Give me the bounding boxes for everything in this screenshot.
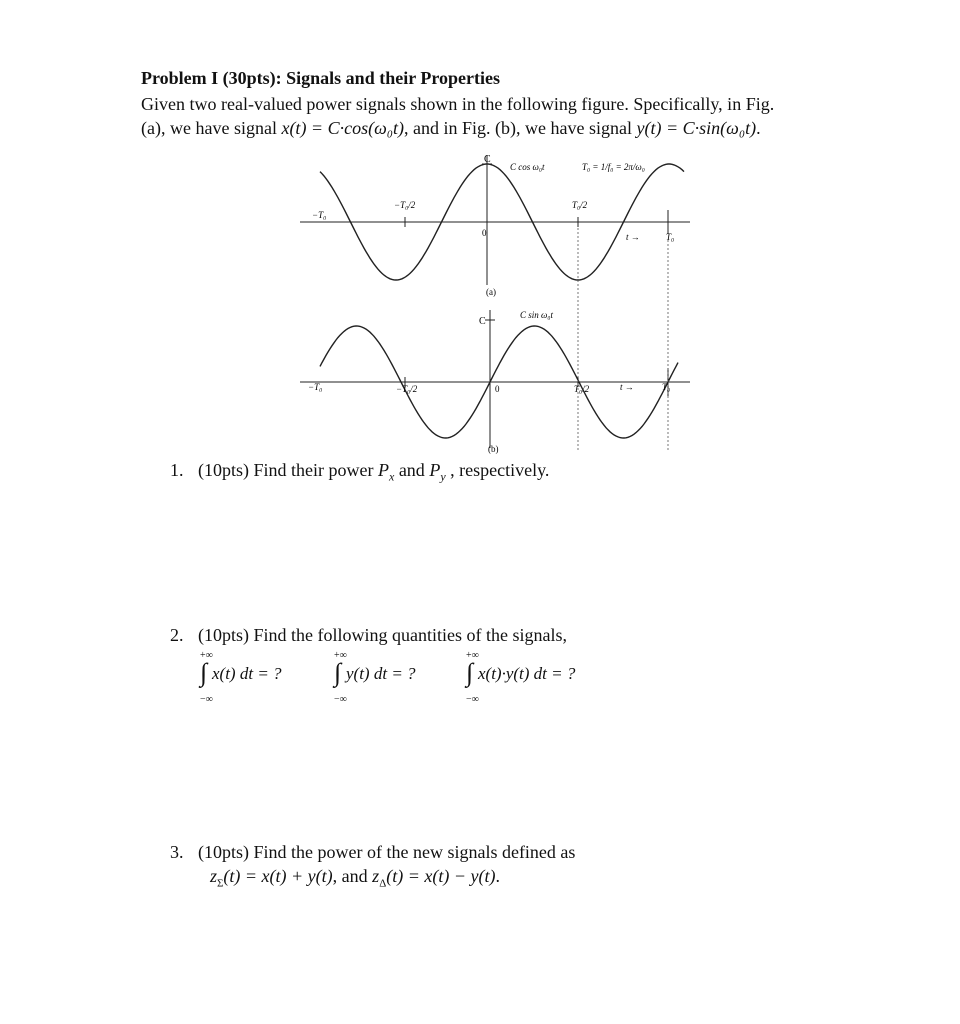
fig-b-neg-T0: −T₀ <box>308 382 323 392</box>
intro-line-1: Given two real-valued power signals shown in the following figure. Specifically, in Fig. <box>141 94 775 114</box>
fig-b-amp-label: C <box>479 316 486 327</box>
integral-x-sign: ∫ <box>200 658 208 687</box>
integral-y-sign: ∫ <box>334 658 342 687</box>
q2-text: (10pts) Find the following quantities of the signals, <box>198 625 567 645</box>
fig-a-amp-label: C <box>484 154 491 165</box>
fig-a-half-T0: T₀/2 <box>572 200 588 210</box>
integral-y-expr: y(t) dt = ? <box>346 664 416 683</box>
intro-text-a: (a), we have signal <box>141 118 282 138</box>
q1-text-a: (10pts) Find their power <box>198 460 378 480</box>
z-sum-symbol: z <box>210 866 218 886</box>
integral-xy-lower: −∞ <box>466 694 479 705</box>
figure-b <box>300 310 690 454</box>
fig-b-half-T0: T₀/2 <box>574 384 590 394</box>
q3-end: . <box>495 866 501 886</box>
fig-b-zero: 0 <box>495 384 500 394</box>
fig-a-zero: 0 <box>482 228 487 238</box>
z-sum-sub: Σ <box>217 877 224 890</box>
integral-xy-upper: +∞ <box>466 650 479 661</box>
integral-y-lower: −∞ <box>334 694 347 705</box>
z-sum-def: (t) = x(t) + y(t) <box>223 866 333 886</box>
q3-text: (10pts) Find the power of the new signals defined as <box>198 842 576 862</box>
q1-Px-sub: x <box>388 469 395 484</box>
problem-intro <box>141 92 881 140</box>
integral-x-expr: x(t) dt = ? <box>212 664 282 683</box>
integral-x-upper: +∞ <box>200 650 213 661</box>
fig-a-caption: (a) <box>486 287 496 297</box>
integral-xy-expr: x(t)·y(t) dt = ? <box>478 664 576 683</box>
q3-number: 3. <box>170 842 184 862</box>
figure-a <box>300 154 690 297</box>
fig-a-curve-label: C cos ω₀t <box>510 162 545 172</box>
fig-a-neg-half-T0: −T₀/2 <box>394 200 416 210</box>
q1-and: and <box>394 460 430 480</box>
fig-b-caption: (b) <box>488 444 499 454</box>
intro-text-c: . <box>756 118 761 138</box>
problem-title: Problem I (30pts): Signals and their Properties <box>141 68 500 88</box>
fig-a-period-eq: T₀ = 1/f₀ = 2π/ω₀ <box>582 162 645 172</box>
fig-a-neg-T0: −T₀ <box>312 210 327 220</box>
fig-b-t-arrow: t → <box>620 382 634 392</box>
question-2 <box>170 625 567 646</box>
signal-figure <box>290 150 710 460</box>
intro-line-2 <box>141 116 881 140</box>
fig-b-T0: T₀ <box>662 382 671 392</box>
integral-x-lower: −∞ <box>200 694 213 705</box>
q3-definitions <box>210 866 500 890</box>
q1-Py-sub: y <box>440 469 446 484</box>
intro-text-b: , and in Fig. (b), we have signal <box>404 118 637 138</box>
y-definition: y(t) = C·sin(ω₀t) <box>636 118 757 138</box>
integral-xy-sign: ∫ <box>466 658 474 687</box>
q2-number: 2. <box>170 625 184 645</box>
q1-Px: P <box>377 460 389 480</box>
q1-text-b: , respectively. <box>445 460 550 480</box>
z-diff-sub: Δ <box>379 877 387 890</box>
fig-a-t-arrow: t → <box>626 232 640 242</box>
x-definition: x(t) = C·cos(ω₀t) <box>281 118 405 138</box>
fig-b-neg-half-T0: −T₀/2 <box>396 384 418 394</box>
fig-a-T0: T₀ <box>666 232 675 242</box>
q3-and: , and <box>332 866 373 886</box>
q1-Py: P <box>429 460 441 480</box>
integral-y-upper: +∞ <box>334 650 347 661</box>
z-diff-def: (t) = x(t) − y(t) <box>386 866 496 886</box>
question-3 <box>170 842 575 863</box>
fig-b-curve-label: C sin ω₀t <box>520 310 553 320</box>
q1-number: 1. <box>170 460 184 480</box>
question-1 <box>170 460 549 485</box>
z-diff-symbol: z <box>372 866 380 886</box>
q2-integrals <box>196 650 656 710</box>
